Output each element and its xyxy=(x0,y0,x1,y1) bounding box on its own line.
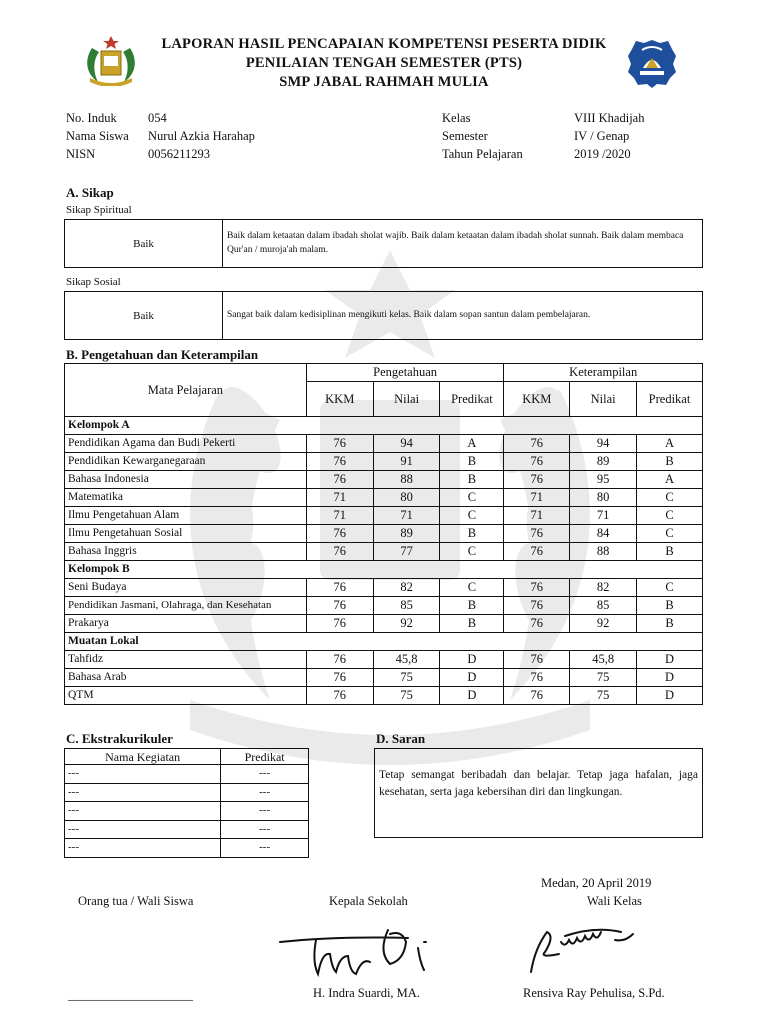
nilai-cell: 75 xyxy=(373,687,440,705)
kkm-cell: 71 xyxy=(306,489,373,507)
mapel-cell: Bahasa Arab xyxy=(65,669,307,687)
kkm-cell: 76 xyxy=(504,687,570,705)
nilai-cell: 92 xyxy=(373,615,440,633)
table-row xyxy=(65,687,703,705)
table-row xyxy=(65,820,309,839)
nilai-cell: 45,8 xyxy=(570,651,637,669)
col-predikat-keterampilan: Predikat xyxy=(637,382,703,417)
wali-kelas-name: Rensiva Ray Pehulisa, S.Pd. xyxy=(523,986,665,1000)
kkm-cell: 76 xyxy=(306,543,373,561)
sikap-sosial-desc: Sangat baik dalam kedisiplinan mengikuti kelas. Baik dalam sopan santun dalam pembelajaran. xyxy=(227,310,591,320)
predikat-cell: A xyxy=(440,435,504,453)
no-induk-label: No. Induk xyxy=(66,111,117,125)
predikat-cell: D xyxy=(637,687,703,705)
col-predikat-pengetahuan: Predikat xyxy=(440,382,504,417)
nilai-cell: 85 xyxy=(373,597,440,615)
predikat-cell: --- xyxy=(221,765,309,784)
place-date: Medan, 20 April 2019 xyxy=(541,876,652,890)
nilai-cell: 75 xyxy=(570,669,637,687)
mapel-cell: Pendidikan Agama dan Budi Pekerti xyxy=(65,435,307,453)
table-row xyxy=(65,435,703,453)
mapel-cell: Pendidikan Kewarganegaraan xyxy=(65,453,307,471)
sikap-spiritual-box xyxy=(64,219,703,268)
mapel-cell: Ilmu Pengetahuan Alam xyxy=(65,507,307,525)
nilai-cell: 75 xyxy=(373,669,440,687)
predikat-cell: B xyxy=(440,615,504,633)
mapel-cell: Matematika xyxy=(65,489,307,507)
kkm-cell: 76 xyxy=(306,453,373,471)
predikat-cell: --- xyxy=(221,839,309,858)
kepsek-signature-image xyxy=(278,912,458,987)
mapel-cell: Tahfidz xyxy=(65,651,307,669)
nilai-cell: 88 xyxy=(570,543,637,561)
table-row xyxy=(65,597,703,615)
kkm-cell: 76 xyxy=(306,669,373,687)
col-pengetahuan: Pengetahuan xyxy=(306,364,504,382)
nilai-cell: 84 xyxy=(570,525,637,543)
nilai-cell: 80 xyxy=(570,489,637,507)
section-saran-title: D. Saran xyxy=(376,731,426,746)
kkm-cell: 71 xyxy=(504,489,570,507)
predikat-cell: B xyxy=(637,543,703,561)
nisn-label: NISN xyxy=(66,147,96,161)
report-subtitle: PENILAIAN TENGAH SEMESTER (PTS) xyxy=(245,55,523,71)
kegiatan-cell: --- xyxy=(65,802,221,821)
predikat-cell: B xyxy=(637,615,703,633)
kkm-cell: 76 xyxy=(504,453,570,471)
nilai-cell: 89 xyxy=(373,525,440,543)
mapel-cell: Ilmu Pengetahuan Sosial xyxy=(65,525,307,543)
predikat-cell: D xyxy=(440,687,504,705)
saran-box xyxy=(374,748,703,838)
col-keterampilan: Keterampilan xyxy=(504,364,703,382)
mapel-cell: QTM xyxy=(65,687,307,705)
kepsek-label: Kepala Sekolah xyxy=(329,894,408,908)
table-row xyxy=(65,651,703,669)
semester-label: Semester xyxy=(442,129,488,143)
sikap-sosial-box xyxy=(64,291,703,340)
saran-text: Tetap semangat beribadah dan belajar. Tetap jaga hafalan, jaga kesehatan, serta jaga kebersihan diri dan lingkungan. xyxy=(379,769,698,798)
table-row xyxy=(65,669,703,687)
table-row xyxy=(65,579,703,597)
predikat-cell: B xyxy=(440,525,504,543)
mapel-cell: Bahasa Indonesia xyxy=(65,471,307,489)
predikat-cell: C xyxy=(440,507,504,525)
table-row xyxy=(65,543,703,561)
table-row xyxy=(65,525,703,543)
kelas-value: VIII Khadijah xyxy=(574,111,645,125)
tahun-pelajaran-value: 2019 /2020 xyxy=(574,147,631,161)
table-row xyxy=(65,489,703,507)
predikat-cell: --- xyxy=(221,820,309,839)
ortu-label: Orang tua / Wali Siswa xyxy=(78,894,194,908)
table-row xyxy=(65,765,309,784)
predikat-cell: D xyxy=(440,669,504,687)
kegiatan-cell: --- xyxy=(65,839,221,858)
nilai-cell: 82 xyxy=(373,579,440,597)
predikat-cell: C xyxy=(637,579,703,597)
no-induk-value: 054 xyxy=(148,111,167,125)
nilai-cell: 75 xyxy=(570,687,637,705)
sikap-spiritual-grade: Baik xyxy=(65,220,223,267)
col-predikat-ekstra: Predikat xyxy=(221,749,309,765)
grades-table xyxy=(64,363,703,705)
table-row xyxy=(65,839,309,858)
predikat-cell: B xyxy=(637,453,703,471)
report-title: LAPORAN HASIL PENCAPAIAN KOMPETENSI PESERTA DIDIK xyxy=(161,36,607,52)
nilai-cell: 82 xyxy=(570,579,637,597)
group-header: Muatan Lokal xyxy=(65,633,703,651)
kkm-cell: 76 xyxy=(306,579,373,597)
col-nama-kegiatan: Nama Kegiatan xyxy=(65,749,221,765)
predikat-cell: C xyxy=(637,507,703,525)
predikat-cell: C xyxy=(440,579,504,597)
section-pengetahuan-title: B. Pengetahuan dan Keterampilan xyxy=(66,347,259,362)
kegiatan-cell: --- xyxy=(65,765,221,784)
kkm-cell: 71 xyxy=(306,507,373,525)
group-header: Kelompok A xyxy=(65,417,703,435)
table-row xyxy=(65,507,703,525)
kkm-cell: 76 xyxy=(504,525,570,543)
nama-siswa-label: Nama Siswa xyxy=(66,129,129,143)
kkm-cell: 76 xyxy=(504,597,570,615)
nilai-cell: 80 xyxy=(373,489,440,507)
nilai-cell: 45,8 xyxy=(373,651,440,669)
kkm-cell: 76 xyxy=(306,471,373,489)
predikat-cell: C xyxy=(637,489,703,507)
sikap-spiritual-label: Sikap Spiritual xyxy=(66,204,132,216)
kkm-cell: 71 xyxy=(504,507,570,525)
kegiatan-cell: --- xyxy=(65,820,221,839)
nilai-cell: 89 xyxy=(570,453,637,471)
nilai-cell: 91 xyxy=(373,453,440,471)
nisn-value: 0056211293 xyxy=(148,147,211,161)
predikat-cell: D xyxy=(440,651,504,669)
col-nilai-pengetahuan: Nilai xyxy=(373,382,440,417)
nilai-cell: 71 xyxy=(570,507,637,525)
predikat-cell: A xyxy=(637,435,703,453)
kkm-cell: 76 xyxy=(306,615,373,633)
kkm-cell: 76 xyxy=(504,543,570,561)
predikat-cell: B xyxy=(637,597,703,615)
mapel-cell: Bahasa Inggris xyxy=(65,543,307,561)
kelas-label: Kelas xyxy=(442,111,471,125)
nilai-cell: 94 xyxy=(373,435,440,453)
wali-kelas-label: Wali Kelas xyxy=(587,894,642,908)
group-header: Kelompok B xyxy=(65,561,703,579)
table-row xyxy=(65,783,309,802)
mapel-cell: Prakarya xyxy=(65,615,307,633)
predikat-cell: B xyxy=(440,471,504,489)
tahun-pelajaran-label: Tahun Pelajaran xyxy=(442,147,523,161)
ortu-signature-line: ____________________ xyxy=(68,988,193,1002)
sikap-sosial-grade: Baik xyxy=(65,292,223,339)
predikat-cell: --- xyxy=(221,802,309,821)
nilai-cell: 85 xyxy=(570,597,637,615)
kkm-cell: 76 xyxy=(504,615,570,633)
semester-value: IV / Genap xyxy=(574,129,630,143)
predikat-cell: D xyxy=(637,651,703,669)
kkm-cell: 76 xyxy=(504,669,570,687)
mapel-cell: Seni Budaya xyxy=(65,579,307,597)
col-kkm-keterampilan: KKM xyxy=(504,382,570,417)
kkm-cell: 76 xyxy=(306,435,373,453)
kkm-cell: 76 xyxy=(504,435,570,453)
nilai-cell: 92 xyxy=(570,615,637,633)
kkm-cell: 76 xyxy=(306,525,373,543)
nilai-cell: 77 xyxy=(373,543,440,561)
table-row xyxy=(65,802,309,821)
school-name: SMP JABAL RAHMAH MULIA xyxy=(279,74,489,90)
table-row xyxy=(65,453,703,471)
table-row xyxy=(65,471,703,489)
nilai-cell: 71 xyxy=(373,507,440,525)
kkm-cell: 76 xyxy=(306,651,373,669)
table-row xyxy=(65,615,703,633)
nilai-cell: 94 xyxy=(570,435,637,453)
mapel-cell: Pendidikan Jasmani, Olahraga, dan Kesehatan xyxy=(65,597,307,615)
col-mata-pelajaran: Mata Pelajaran xyxy=(65,364,307,417)
col-kkm-pengetahuan: KKM xyxy=(306,382,373,417)
wali-kelas-signature-image xyxy=(525,912,665,982)
predikat-cell: C xyxy=(440,489,504,507)
nilai-cell: 88 xyxy=(373,471,440,489)
section-ekstra-title: C. Ekstrakurikuler xyxy=(66,731,173,746)
section-sikap-title: A. Sikap xyxy=(66,185,114,200)
nilai-cell: 95 xyxy=(570,471,637,489)
predikat-cell: A xyxy=(637,471,703,489)
kkm-cell: 76 xyxy=(504,651,570,669)
kegiatan-cell: --- xyxy=(65,783,221,802)
col-nilai-keterampilan: Nilai xyxy=(570,382,637,417)
predikat-cell: D xyxy=(637,669,703,687)
kkm-cell: 76 xyxy=(504,579,570,597)
kkm-cell: 76 xyxy=(504,471,570,489)
predikat-cell: B xyxy=(440,597,504,615)
predikat-cell: --- xyxy=(221,783,309,802)
nama-siswa-value: Nurul Azkia Harahap xyxy=(148,129,255,143)
sikap-spiritual-desc: Baik dalam ketaatan dalam ibadah sholat wajib. Baik dalam ketaatan dalam ibadah sholat sunnah. Baik dalam membaca Qur'an / muroja'ah malam. xyxy=(227,231,684,255)
ekstra-table xyxy=(64,748,309,858)
predikat-cell: B xyxy=(440,453,504,471)
kkm-cell: 76 xyxy=(306,597,373,615)
predikat-cell: C xyxy=(440,543,504,561)
predikat-cell: C xyxy=(637,525,703,543)
kepsek-name: H. Indra Suardi, MA. xyxy=(313,986,420,1000)
sikap-sosial-label: Sikap Sosial xyxy=(66,276,121,288)
kkm-cell: 76 xyxy=(306,687,373,705)
